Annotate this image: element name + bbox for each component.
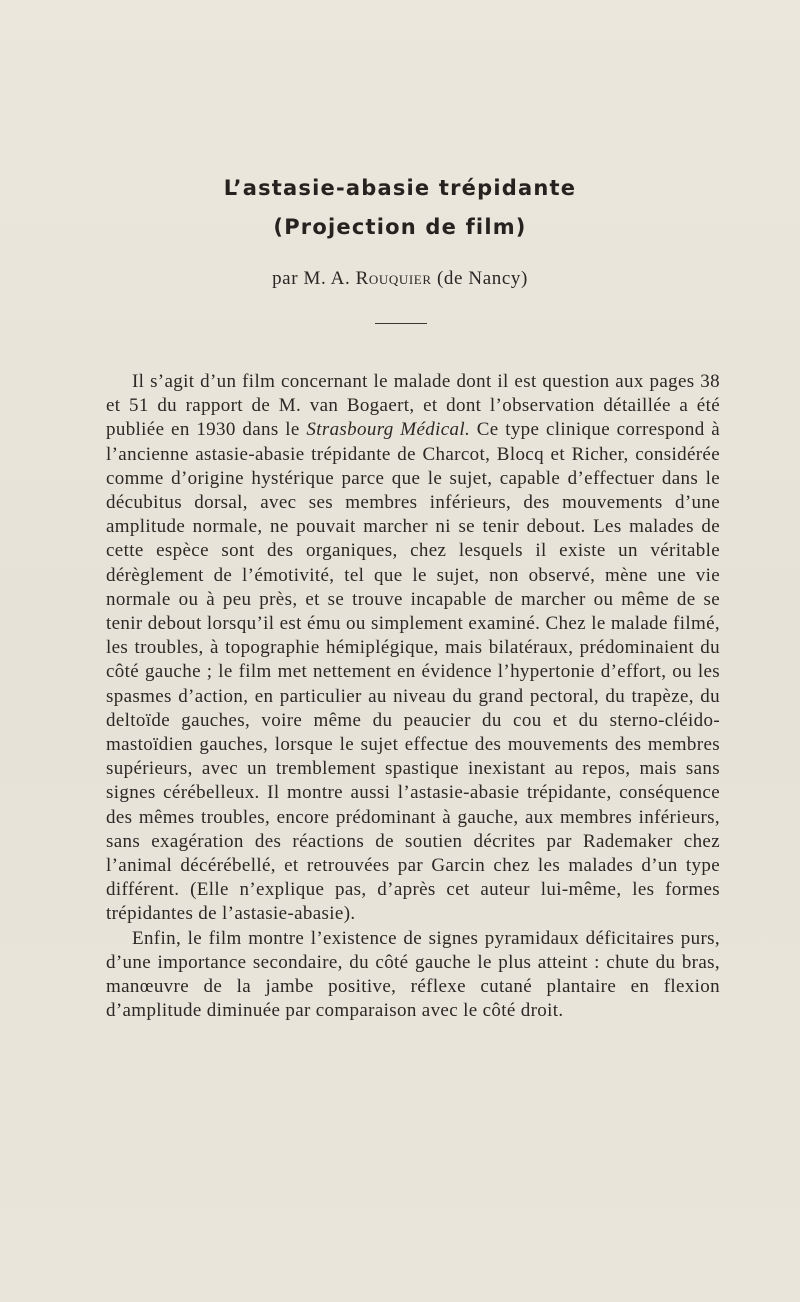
byline-prefix: par M. A. (272, 268, 356, 289)
paragraph-1-text-a: Il s’agit d’un film concernant le malade dont il est question aux pages 38 et 51 du rapport de M. van Bogaert, et dont l’observation détaillée a été publiée en 1930 dans le (106, 371, 720, 441)
paragraph-1-text-b: Ce type clinique correspond à l’ancienne astasie-abasie trépidante de Charcot, Blocq et Richer, considérée comme d’origine hystérique parce que le sujet, capable d’effectuer dans le décubitus dorsal, avec ses membres inférieurs, des mouvements d’une amplitude normale, ne pouvait marcher ni se tenir debout. Les malades de cette espèce sont des organiques, chez lesquels il existe un véritable dérèglement de l’émotivité, tel que le sujet, non observé, mène une vie normale ou à peu près, et se trouve incapable de marcher ou même de se tenir debout lorsqu’il est ému ou simplement examiné. Chez le malade filmé, les troubles, à topographie hémiplégique, mais bilatéraux, prédominaient du côté gauche ; le film met nettement en évidence l’hypertonie d’effort, ou les spasmes d’action, en particulier au niveau du grand pectoral, du trapèze, du deltoïde gauches, voire même du peaucier du cou et du sterno-cléido-mastoïdien gauches, lorsque le sujet effectue des mouvements des membres supérieurs, avec un tremblement spastique inexistant au repos, mais sans signes cérébelleux. Il montre aussi l’astasie-abasie trépidante, conséquence des mêmes troubles, encore prédominant à gauche, aux membres inférieurs, sans exagération des réactions de soutien décrites par Rademaker chez l’animal décérébellé, et retrouvées par Garcin chez les malades d’un type différent. (Elle n’explique pas, d’après cet auteur lui-même, les formes trépidantes de l’astasie-abasie). (106, 419, 720, 925)
article-body (106, 370, 720, 1023)
paragraph-1 (106, 370, 720, 927)
article-subtitle: (Projection de film) (273, 215, 527, 239)
author-surname: Rouquier (355, 268, 432, 289)
byline (0, 268, 800, 290)
paragraph-2: Enfin, le film montre l’existence de signes pyramidaux déficitaires purs, d’une importance secondaire, du côté gauche le plus atteint : chute du bras, manœuvre de la jambe positive, réflexe cutané plantaire en flexion d’amplitude diminuée par comparaison avec le côté droit. (106, 927, 720, 1022)
title-divider (375, 323, 427, 324)
byline-suffix: (de Nancy) (431, 268, 528, 289)
article-title: L’astasie-abasie trépidante (223, 176, 577, 200)
journal-name: Strasbourg Médical. (306, 419, 471, 441)
